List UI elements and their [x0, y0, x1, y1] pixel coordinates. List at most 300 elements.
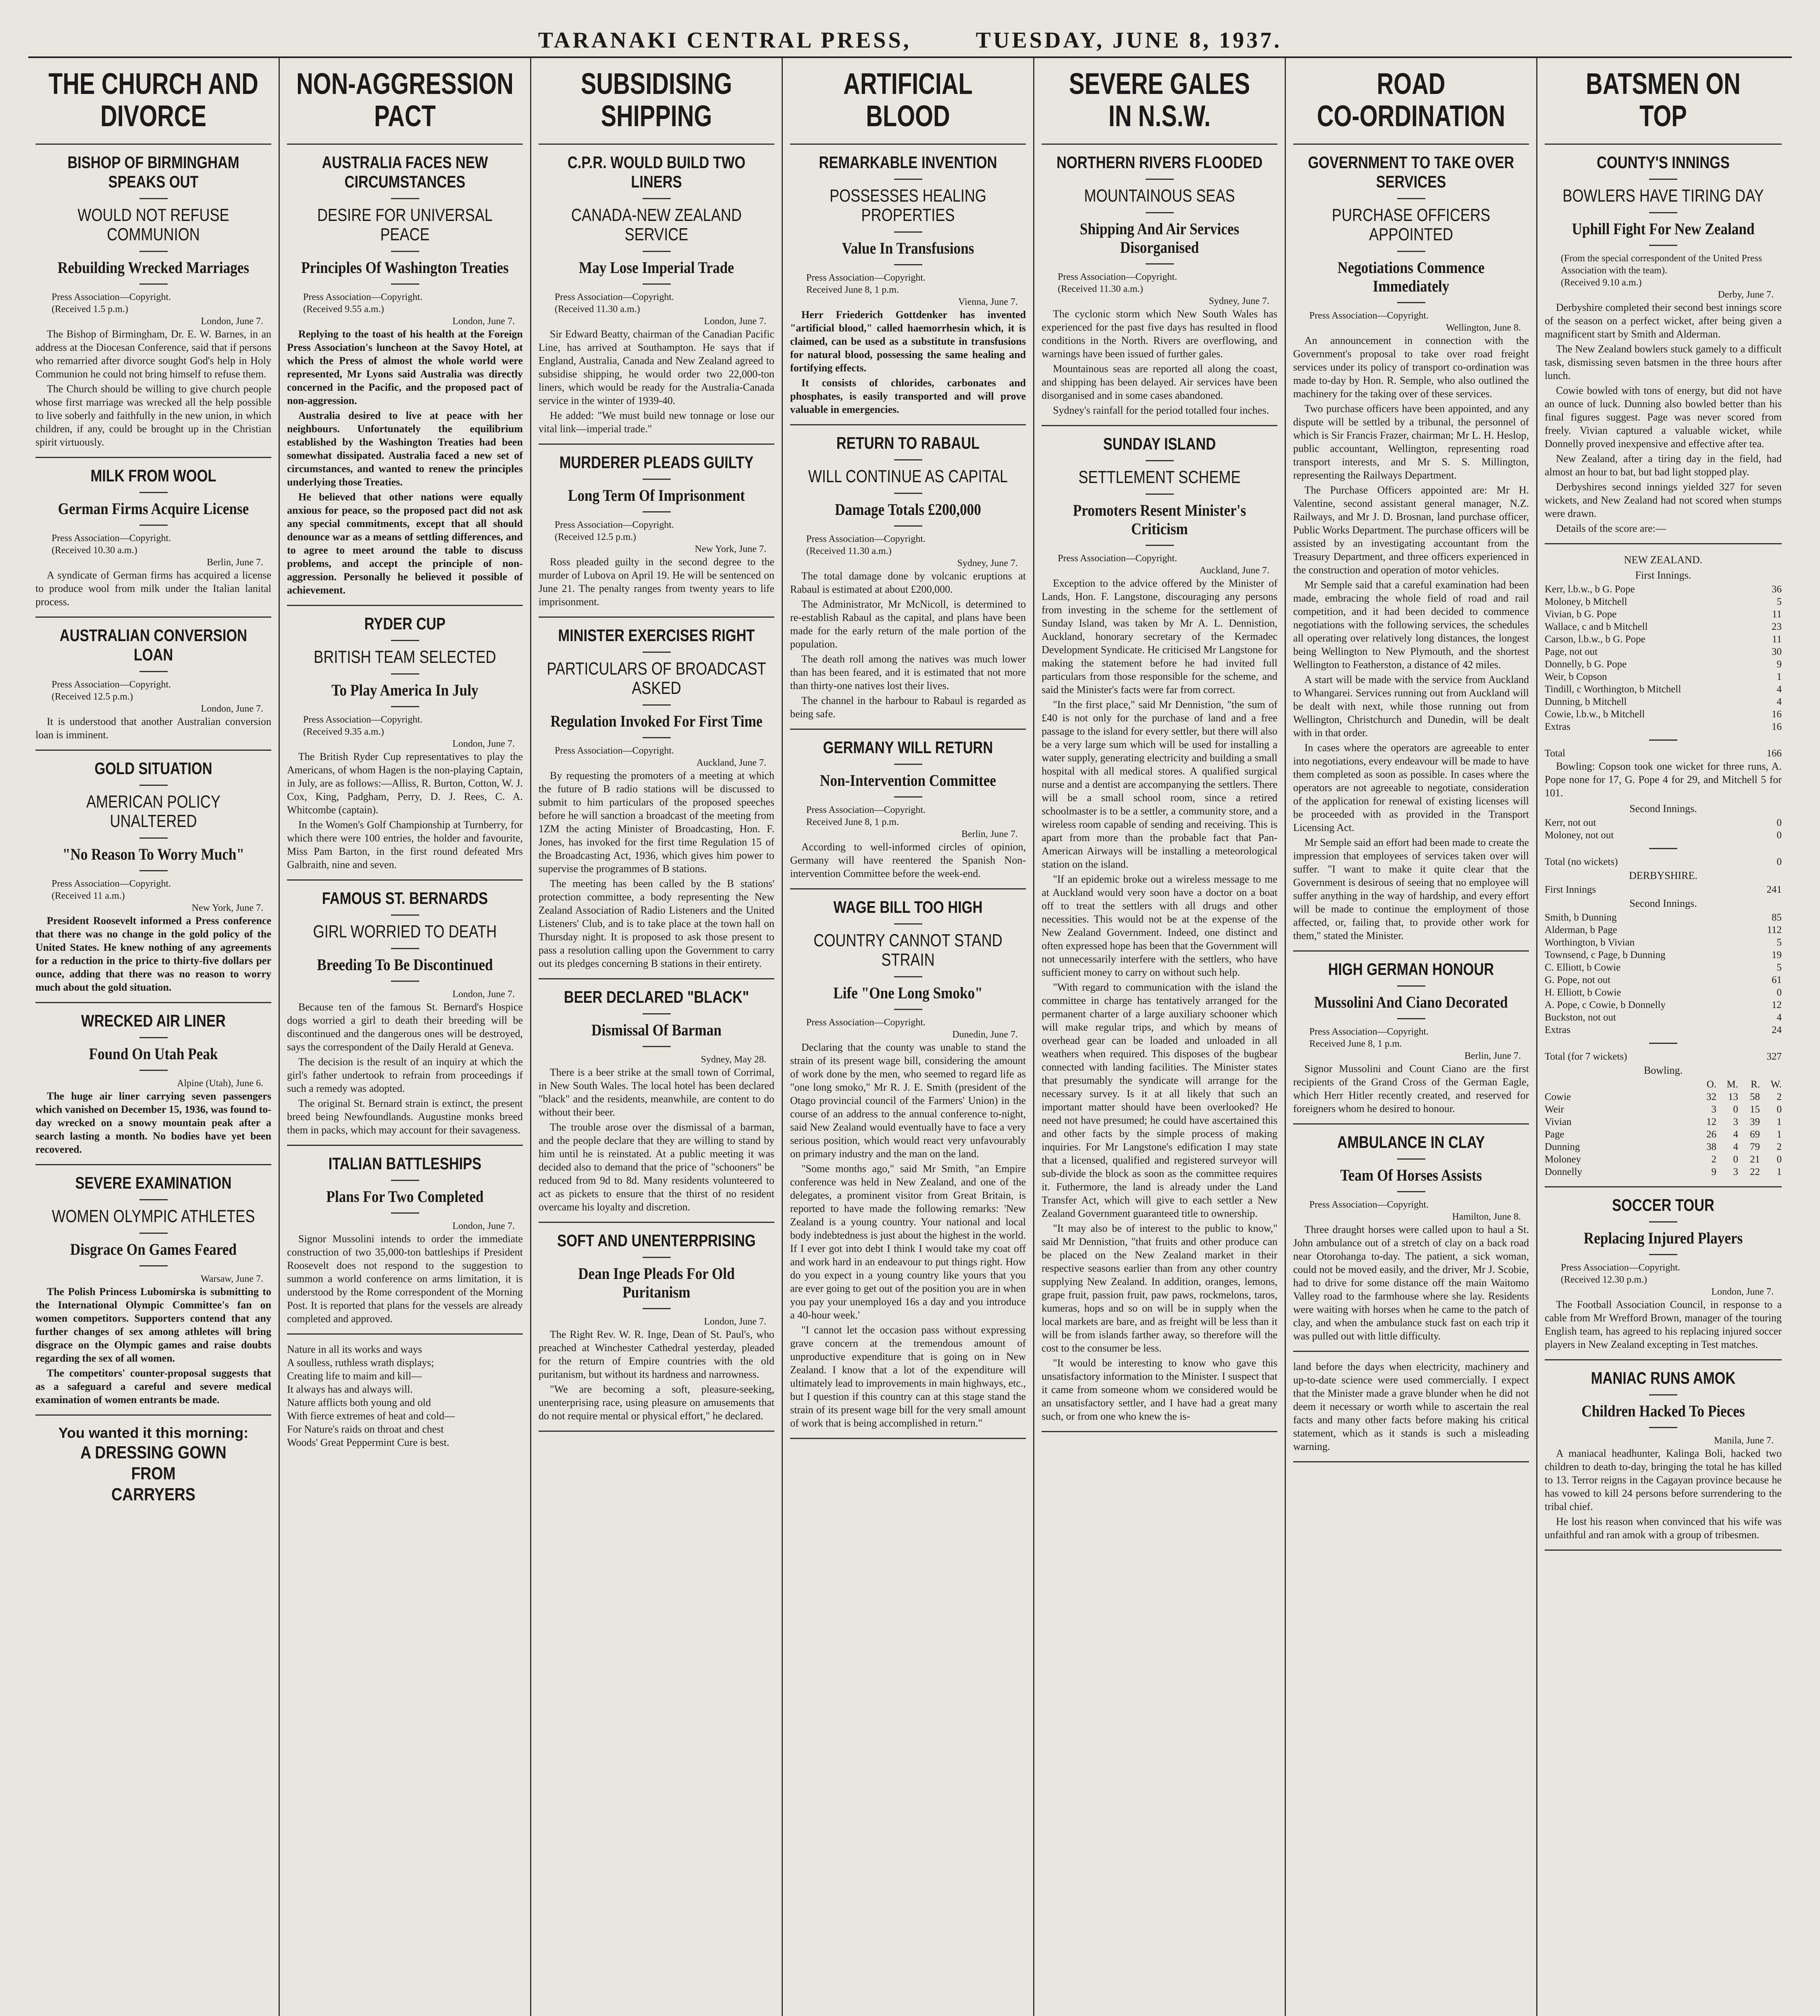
story-body: [790, 569, 1026, 721]
story-paragraph: New Zealand, after a tiring day in the field, had almost an hour to bat, but bad light stopped play.: [1545, 453, 1782, 478]
score-row: [1545, 596, 1782, 608]
story-headline: Children Hacked To Pieces: [1581, 1402, 1745, 1420]
news-story: [35, 626, 271, 741]
batsman-runs: 30: [1772, 646, 1782, 657]
dateline: Auckland, June 7.: [696, 758, 766, 768]
dateline: London, June 7.: [452, 739, 515, 749]
batsman-name: H. Elliott, b Cowie: [1545, 987, 1621, 998]
divider-rule: [1545, 1549, 1782, 1551]
news-story: [539, 453, 774, 608]
story-body: [287, 327, 523, 597]
story-headline: AUSTRALIA FACES NEW CIRCUMSTANCES: [322, 153, 488, 191]
bowling-figure: 79: [1750, 1141, 1760, 1152]
column-3: [531, 58, 783, 2016]
divider-rule: [139, 283, 168, 285]
dateline: London, June 7.: [704, 316, 766, 327]
story-paragraph: A syndicate of German firms has acquired a license to produce wool from milk under the Italian lanital process.: [35, 569, 271, 608]
batsman-runs: 0: [1776, 817, 1782, 828]
column-headline: [1046, 68, 1274, 132]
divider-rule: [1649, 1221, 1677, 1223]
dateline: Wellington, June 8.: [1446, 323, 1521, 333]
score-row: [1545, 721, 1782, 733]
bowling-figure: 26: [1706, 1129, 1716, 1140]
press-credit: (Received 1.5 p.m.): [52, 304, 128, 314]
batsman-runs: 23: [1772, 621, 1782, 632]
story-headline: Team Of Horses Assists: [1340, 1166, 1482, 1184]
press-credit: Received June 8, 1 p.m.: [806, 285, 899, 295]
divider-rule: [139, 1199, 168, 1200]
batsman-runs: 241: [1766, 884, 1782, 895]
bowling-col-header: O.: [1706, 1079, 1716, 1090]
story-paragraph: The death roll among the natives was much lower than has been feared, and it is estimated that not more than thirty-one natives lost their lives.: [790, 653, 1026, 691]
story-body: [1042, 307, 1277, 417]
news-story: [539, 626, 774, 970]
press-credit: (Received 9.35 a.m.): [303, 727, 384, 737]
story-body: [287, 1000, 523, 1137]
headline-line: BATSMEN ON: [1586, 67, 1741, 100]
bowling-figure: 0: [1733, 1154, 1738, 1165]
column-1: [28, 58, 280, 2016]
press-credit: Press Association—Copyright.: [303, 292, 423, 302]
story-headline: To Play America In July: [331, 681, 478, 699]
divider-rule: [139, 492, 168, 493]
dateline: London, June 7.: [201, 316, 263, 327]
bowling-figure: 1: [1776, 1116, 1782, 1127]
news-story: [35, 1011, 271, 1156]
divider-rule: [287, 605, 523, 606]
divider-rule: [643, 479, 671, 480]
divider-rule: [1293, 950, 1529, 952]
advert-line: CARRYERS: [111, 1485, 196, 1504]
press-credit: (From the special correspondent of the United Press Association with the team).: [1561, 253, 1762, 276]
divider-rule: [35, 457, 271, 458]
story-paragraph: Signor Mussolini and Count Ciano are the first recipients of the Grand Cross of the German Eagle, which Herr Hitler recently created, and reserved for foreigners whom he desired to honour.: [1293, 1063, 1529, 1114]
press-credit: (Received 11.30 a.m.): [1058, 284, 1143, 294]
score-row: [1545, 646, 1782, 658]
column-headline: [40, 68, 268, 132]
batsman-runs: 0: [1776, 830, 1782, 841]
press-credit: (Received 12.30 p.m.): [1561, 1275, 1647, 1285]
story-paragraph: The Administrator, Mr McNicoll, is determined to re-establish Rabaul as the capital, and plans have been made for the early return of the male portion of the population.: [790, 598, 1026, 650]
story-headline: GIRL WORRIED TO DEATH: [313, 922, 497, 941]
story-paragraph: Bowling: Copson took one wicket for three runs, A. Pope none for 17, G. Pope 4 for 29, and Mitchell 5 for 101.: [1545, 760, 1782, 799]
verse-line: Woods' Great Peppermint Cure is best.: [287, 1437, 449, 1448]
story-paragraph: It is understood that another Australian conversion loan is imminent.: [35, 716, 271, 741]
dateline: Berlin, June 7.: [961, 829, 1018, 839]
story-headline: SEVERE EXAMINATION: [75, 1173, 232, 1192]
news-story: [1293, 1360, 1529, 1453]
bowler-name: Moloney: [1545, 1154, 1581, 1165]
batsman-runs: 5: [1776, 937, 1782, 948]
batsman-runs: 4: [1776, 684, 1782, 695]
news-story: [539, 153, 774, 435]
news-story: [1545, 153, 1782, 535]
bowler-name: [1545, 1078, 1695, 1091]
story-paragraph: Derbyshire completed their second best innings score of the season on a perfect wicket, after being given a magnificent start by Smith and Alderman.: [1545, 302, 1782, 340]
press-credit: (Received 12.5 p.m.): [52, 691, 133, 702]
story-headline: May Lose Imperial Trade: [579, 258, 734, 277]
press-credit: Press Association—Copyright.: [806, 534, 926, 544]
divider-rule: [1293, 1351, 1529, 1352]
news-story: [1293, 1133, 1529, 1343]
story-body: [1293, 1223, 1529, 1343]
divider-rule: [643, 704, 671, 706]
story-headline: AMERICAN POLICY UNALTERED: [86, 792, 220, 831]
story-headline: Shipping And Air Services Disorganised: [1080, 220, 1240, 256]
score-row: [1545, 683, 1782, 696]
column-2: [280, 58, 531, 2016]
story-paragraph: In cases where the operators are agreeable to enter into negotiations, every endeavour will be made to have them completed as soon as possible. In cases where the operators are not agreeable to negotiate, consideration of the application for renewal of existing licenses will be proceeded with as provided in the Transport Licensing Act.: [1293, 742, 1529, 833]
score-subheading: First Innings.: [1635, 569, 1691, 581]
divider-rule: [894, 1009, 922, 1010]
verse-line: For Nature's raids on throat and chest: [287, 1423, 444, 1435]
story-paragraph: Replying to the toast of his health at the Foreign Press Association's luncheon at the Savoy Hotel, at which the Press of almost the whole world were represented, Mr Lyons said Australia was directly concerned in the Pacific, and the proposed pact of non-aggression.: [287, 328, 523, 406]
bowling-figure: 2: [1776, 1091, 1782, 1102]
story-headline: BEER DECLARED "BLACK": [564, 987, 749, 1006]
bowling-figure: 13: [1728, 1091, 1738, 1102]
dateline: New York, June 7.: [191, 903, 263, 913]
news-story: [790, 153, 1026, 416]
story-headline: Dean Inge Pleads For Old Puritanism: [578, 1264, 735, 1301]
story-headline: Disgrace On Games Feared: [70, 1240, 237, 1258]
score-subheading: Second Innings.: [1629, 898, 1697, 909]
news-story: [1293, 153, 1529, 942]
dateline: Manila, June 7.: [1714, 1435, 1774, 1446]
divider-rule: [139, 1265, 168, 1266]
divider-rule: [1146, 545, 1174, 546]
divider-rule: [139, 1070, 168, 1071]
bowling-figure: 3: [1711, 1104, 1716, 1115]
divider-rule: [391, 981, 419, 982]
divider-rule: [1649, 179, 1677, 180]
story-headline: MOUNTAINOUS SEAS: [1084, 186, 1235, 206]
divider-rule: [1042, 144, 1277, 145]
divider-rule: [139, 837, 168, 839]
news-story: [539, 987, 774, 1214]
story-paragraph: Because ten of the famous St. Bernard's Hospice dogs worried a girl to death their breeding will be discontinued and the dangerous ones will be destroyed, says the correspondent of the Daily Herald at Geneva.: [287, 1001, 523, 1053]
story-headline: MURDERER PLEADS GUILTY: [559, 453, 754, 472]
story-headline: COUNTY'S INNINGS: [1597, 153, 1730, 172]
story-paragraph: The total damage done by volcanic eruptions at Rabaul is estimated at about £200,000.: [790, 570, 1026, 595]
news-story: [287, 153, 523, 597]
bowling-figure: 3: [1733, 1116, 1738, 1127]
story-paragraph: A start will be made with the service from Auckland to Whangarei. Services running out from Auckland will be dealt with next, while those running out from Wellington, Christchurch and Dunedin, will be dealt with in that order.: [1293, 674, 1529, 739]
press-credit: Press Association—Copyright.: [806, 805, 926, 815]
batsman-runs: 61: [1772, 975, 1782, 985]
story-headline: WILL CONTINUE AS CAPITAL: [808, 467, 1008, 486]
story-body: [539, 555, 774, 608]
divider-rule: [894, 764, 922, 765]
batsman-runs: 5: [1776, 596, 1782, 607]
divider-rule: [287, 879, 523, 881]
press-credit: Press Association—Copyright.: [1309, 1200, 1429, 1210]
news-story: [790, 738, 1026, 880]
divider-rule: [643, 1257, 671, 1258]
batsman-name: Total (no wickets): [1545, 856, 1618, 867]
divider-rule: [1146, 212, 1174, 213]
press-credit: Press Association—Copyright.: [555, 292, 674, 302]
headline-line: PACT: [374, 99, 436, 133]
column-7: [1537, 58, 1789, 2016]
score-row: [1545, 696, 1782, 708]
divider-rule: [790, 729, 1026, 730]
bowling-figure: 58: [1750, 1091, 1760, 1102]
bowling-figure: 4: [1733, 1129, 1738, 1140]
story-body: [539, 1066, 774, 1214]
story-body: [35, 1089, 271, 1156]
bowling-figure: 15: [1750, 1104, 1760, 1115]
story-headline: WRECKED AIR LINER: [81, 1011, 226, 1030]
bowling-figure: 21: [1750, 1154, 1760, 1165]
story-headline: Breeding To Be Discontinued: [317, 956, 493, 974]
story-headline: MANIAC RUNS AMOK: [1591, 1368, 1736, 1387]
bowling-row: [1545, 1116, 1782, 1128]
story-headline: Negotiations Commence Immediately: [1337, 258, 1485, 295]
divider-rule: [790, 424, 1026, 425]
batsman-name: Extras: [1545, 721, 1570, 732]
story-paragraph: President Roosevelt informed a Press conference that there was no change in the gold policy of the United States. He knew nothing of any agreements for a reduction in the price to thirty-five dollars per ounce, adding that there was no reason to worry much about the gold situation.: [35, 915, 271, 993]
bowler-name: Donnelly: [1545, 1166, 1583, 1177]
bowling-figure: 1: [1776, 1166, 1782, 1177]
story-headline: BISHOP OF BIRMINGHAM SPEAKS OUT: [67, 153, 239, 191]
dateline: Auckland, June 7.: [1199, 565, 1269, 576]
score-table: [1545, 856, 1782, 868]
score-row: [1545, 816, 1782, 829]
batsman-runs: 36: [1772, 584, 1782, 595]
story-headline: BRITISH TEAM SELECTED: [314, 647, 496, 667]
story-paragraph: According to well-informed circles of opinion, Germany will have reentered the Spanish Non-intervention Committee before the week-end.: [790, 841, 1026, 879]
dateline: London, June 7.: [452, 1221, 515, 1231]
divider-rule: [1146, 460, 1174, 461]
dateline: London, June 7.: [201, 704, 263, 714]
batsman-name: Weir, b Copson: [1545, 671, 1607, 682]
story-paragraph: It consists of chlorides, carbonates and phosphates, is easily transported and will prove valuable in emergencies.: [790, 377, 1026, 415]
story-paragraph: Signor Mussolini intends to order the immediate construction of two 35,000-ton battleships if President Roosevelt does not respond to the suggestion to summon a world conference on arms limitation, it is understood by the Rome correspondent of the Morning Post. It is reported that plans for the vessels are already completed and approved.: [287, 1233, 523, 1325]
divider-rule: [391, 673, 419, 675]
story-headline: REMARKABLE INVENTION: [819, 153, 997, 172]
batsman-runs: 9: [1776, 659, 1782, 670]
verse-line: Nature afflicts both young and old: [287, 1397, 431, 1408]
story-headline: Life "One Long Smoko": [833, 984, 983, 1002]
divider-rule: [643, 1013, 671, 1014]
story-paragraph: "If an epidemic broke out a wireless message to me at Auckland would very soon have a doctor on a boat off to treat the settlers with all drugs and other necessities. This would not be at the expense of the New Zealand Government. Indeed, one distinct and often expressed hope has been that the Government will not unnecessarily interfere with the settlers, who have sufficient money to carry on without such help.: [1042, 873, 1277, 978]
divider-rule: [139, 525, 168, 526]
news-story: [35, 153, 271, 449]
story-body: [287, 1232, 523, 1325]
story-headline: GERMANY WILL RETURN: [823, 738, 993, 757]
divider-rule: [1397, 302, 1425, 303]
story-body: [1293, 1062, 1529, 1115]
bowling-figure: 0: [1776, 1104, 1782, 1115]
news-story: [35, 759, 271, 994]
divider-rule: [1545, 1186, 1782, 1187]
story-paragraph: Herr Friederich Gottdenker has invented "artificial blood," called haemorrhesin which, it is claimed, can be used as a substitute in transfusions for natural blood, possessing the same healing and fortifying effects.: [790, 309, 1026, 374]
bowling-col-header: R.: [1751, 1079, 1760, 1090]
dateline: Sydney, June 7.: [1208, 296, 1269, 306]
divider-rule: [35, 1002, 271, 1003]
divider-rule: [790, 144, 1026, 145]
divider-rule: [643, 198, 671, 199]
story-headline: POSSESSES HEALING PROPERTIES: [829, 186, 987, 225]
story-paragraph: Mr Semple said that a careful examination had been made, embracing the whole field of road and rail competition, and it had been decided to commence negotiations with the following services, the schedules all operating over relatively long distances, the longest being Wellington to New Plymouth, and the shortest Wellington to Featherston, a distance of 42 miles.: [1293, 579, 1529, 671]
story-headline: Non-Intervention Committee: [820, 771, 996, 789]
score-row: [1545, 883, 1782, 896]
story-headline: German Firms Acquire License: [58, 500, 249, 518]
bowling-figure: 9: [1711, 1166, 1716, 1177]
story-paragraph: Australia desired to live at peace with her neighbours. Unfortunately the equilibrium established by the Washington Treaties had been somewhat dissipated. Australia faced a new set of circumstances, and wanted to renew the principles underlying those Treaties.: [287, 410, 523, 488]
story-headline: AUSTRALIAN CONVERSION LOAN: [60, 626, 247, 664]
bowling-row: [1545, 1153, 1782, 1166]
divider-rule: [287, 1145, 523, 1146]
story-body: [287, 750, 523, 871]
column-headline: [543, 68, 771, 132]
bowling-figure: 32: [1706, 1091, 1716, 1102]
headline-line: ARTIFICIAL: [843, 67, 973, 100]
story-headline: RETURN TO RABAUL: [836, 433, 980, 452]
press-credit: (Received 9.55 a.m.): [303, 304, 384, 314]
story-paragraph: Declaring that the county was unable to stand the strain of its present wage bill, considering the amount of work done by the men, who seemed to regard life as "one long smoko," Mr R. J. E. Smith (president of the Otago provincial council of the Farmers' Union) in the course of an address to the annual conference to-night, said New Zealand would eventually have to face a very serious position, which would react very unfavourably on primary industry and the man on the land.: [790, 1041, 1026, 1160]
divider-rule: [1649, 1427, 1677, 1428]
press-credit: Received June 8, 1 p.m.: [806, 817, 899, 827]
story-headline: HIGH GERMAN HONOUR: [1328, 960, 1494, 979]
batsman-name: Extras: [1545, 1025, 1570, 1035]
divider-rule: [1649, 848, 1677, 849]
batsman-name: Tindill, c Worthington, b Mitchell: [1545, 684, 1681, 695]
divider-rule: [1146, 179, 1174, 180]
story-body: [1545, 1447, 1782, 1541]
score-subheading: Bowling.: [1643, 1064, 1683, 1076]
divider-rule: [1397, 1158, 1425, 1160]
batsman-runs: 112: [1767, 925, 1782, 935]
press-credit: Press Association—Copyright.: [555, 520, 674, 530]
divider-rule: [643, 283, 671, 285]
story-headline: BOWLERS HAVE TIRING DAY: [1562, 186, 1764, 206]
score-row: [1545, 856, 1782, 868]
dateline: Sydney, June 7.: [957, 558, 1018, 569]
story-headline: Regulation Invoked For First Time: [550, 712, 763, 730]
batsman-name: Moloney, b Mitchell: [1545, 596, 1627, 607]
story-body: [35, 914, 271, 994]
divider-rule: [1545, 144, 1782, 145]
story-headline: WOMEN OLYMPIC ATHLETES: [52, 1206, 255, 1226]
story-body: [1293, 1360, 1529, 1453]
dateline: Alpine (Utah), June 6.: [177, 1078, 263, 1089]
divider-rule: [539, 1431, 774, 1432]
story-headline: CANADA-NEW ZEALAND SERVICE: [571, 205, 742, 244]
batsman-runs: 0: [1776, 856, 1782, 867]
divider-rule: [894, 264, 922, 265]
divider-rule: [643, 511, 671, 512]
dateline: London, June 7.: [452, 316, 515, 327]
advert-line: A DRESSING GOWN: [80, 1443, 227, 1462]
press-credit: Press Association—Copyright.: [1058, 272, 1177, 282]
score-subheading: Second Innings.: [1629, 803, 1697, 814]
batsman-name: Total (for 7 wickets): [1545, 1051, 1627, 1062]
divider-rule: [894, 459, 922, 460]
story-headline: MILK FROM WOOL: [90, 466, 216, 485]
batsman-name: Carson, l.b.w., b G. Pope: [1545, 634, 1645, 645]
divider-rule: [391, 1180, 419, 1181]
divider-rule: [643, 1046, 671, 1047]
headline-line: SHIPPING: [601, 99, 712, 133]
masthead: [28, 24, 1792, 58]
score-row: [1545, 1050, 1782, 1063]
bowler-name: Weir: [1545, 1104, 1564, 1115]
story-paragraph: Sir Edward Beatty, chairman of the Canadian Pacific Line, has arrived at Southampton. He says that if England, Australia, Canada and New Zealand agreed to subsidise shipping, he would order two 22,000-ton liners, which would be ready for the Australia-Canada service in the winter of 1939-40.: [539, 328, 774, 406]
score-row: [1545, 621, 1782, 633]
dateline: Sydney, May 28.: [701, 1054, 766, 1065]
story-paragraph: The Church should be willing to give church people whose first marriage was wrecked all the help possible to live soberly and faithfully in the new union, in which children, if any, could be brought up in the Christian spirit virtuously.: [35, 383, 271, 448]
divider-rule: [894, 923, 922, 925]
batsman-name: Wallace, c and b Mitchell: [1545, 621, 1648, 632]
story-headline: GOLD SITUATION: [94, 759, 212, 778]
score-row: [1545, 1024, 1782, 1036]
story-headline: COUNTRY CANNOT STAND STRAIN: [813, 931, 1003, 970]
score-row: [1545, 671, 1782, 683]
story-paragraph: The Bishop of Birmingham, Dr. E. W. Barnes, in an address at the Diocesan Conference, said that if persons who remarried after divorce sought God's help in Holy Communion he could not bring himself to refuse them.: [35, 328, 271, 380]
divider-rule: [139, 198, 168, 199]
score-table: [1545, 747, 1782, 760]
bowling-figure: 0: [1776, 1154, 1782, 1165]
divider-rule: [35, 144, 271, 145]
divider-rule: [391, 1212, 419, 1214]
story-headline: MINISTER EXERCISES RIGHT: [558, 626, 755, 645]
divider-rule: [35, 750, 271, 751]
batsman-name: First Innings: [1545, 884, 1596, 895]
story-paragraph: Two purchase officers have been appointed, and any dispute will be settled by a tribunal, the personnel of which is Sir Francis Frazer, chairman; Mr L. H. Heslop, public accountant, Wellington, representing road transport interests, and Mr S. S. Millington, representing the Railways Department.: [1293, 403, 1529, 481]
story-body: [790, 1041, 1026, 1430]
batsman-runs: 0: [1776, 987, 1782, 998]
headline-line: THE CHURCH AND: [48, 67, 258, 100]
divider-rule: [1649, 1254, 1677, 1255]
story-body: [35, 327, 271, 449]
story-headline: PURCHASE OFFICERS APPOINTED: [1332, 205, 1490, 244]
story-headline: ITALIAN BATTLESHIPS: [328, 1154, 482, 1173]
batsman-name: Vivian, b G. Pope: [1545, 609, 1617, 620]
dateline: Berlin, June 7.: [1464, 1051, 1521, 1061]
divider-rule: [139, 251, 168, 252]
story-headline: Plans For Two Completed: [326, 1187, 484, 1206]
story-body: [35, 1285, 271, 1406]
press-credit: Press Association—Copyright.: [52, 879, 171, 889]
story-headline: C.P.R. WOULD BUILD TWO LINERS: [567, 153, 746, 191]
dateline: London, June 7.: [1711, 1287, 1774, 1297]
divider-rule: [1042, 1431, 1277, 1432]
story-paragraph: Exception to the advice offered by the Minister of Lands, Hon. F. Langstone, discouraging any persons from investing in the scheme for the settlement of Sunday Island, was taken by Mr A. L. Dennistion, Auckland, honorary secretary of the Kermadec Development Syndicate. He criticised Mr Langstone for making the statement before he had invited full particulars from those responsible for the scheme, and said the Minister's facts were far from correct.: [1042, 577, 1277, 696]
story-paragraph: There is a beer strike at the small town of Corrimal, in New South Wales. The local hotel has been declared "black" and the residents, meanwhile, are content to do without their beer.: [539, 1066, 774, 1118]
press-credit: Press Association—Copyright.: [303, 714, 423, 725]
divider-rule: [1146, 263, 1174, 264]
score-row: [1545, 961, 1782, 974]
score-row: [1545, 949, 1782, 961]
story-paragraph: "We are becoming a soft, pleasure-seeking, unenterprising race, using pleasure on amusements that do not require mental or physical effort," he declared.: [539, 1383, 774, 1422]
story-headline: NORTHERN RIVERS FLOODED: [1057, 153, 1263, 172]
divider-rule: [391, 198, 419, 199]
score-table: [1545, 816, 1782, 841]
score-row: [1545, 747, 1782, 760]
score-table: [1545, 911, 1782, 1036]
batsman-runs: 19: [1772, 950, 1782, 960]
story-paragraph: "I cannot let the occasion pass without expressing grave concern at the tremendous amount of unproductive expenditure that is going on in New Zealand. I know that a lot of the expenditure will ultimately lead to improvements in main highways, etc., but I question if this country can at this stage stand the strain of its present wage bill for the very small amount of work that is being accomplished in return.": [790, 1324, 1026, 1429]
press-credit: Press Association—Copyright.: [52, 292, 171, 302]
story-headline: Principles Of Washington Treaties: [301, 258, 509, 277]
story-paragraph: He added: "We must build new tonnage or lose our vital link—imperial trade.": [539, 410, 774, 435]
divider-rule: [1397, 985, 1425, 987]
divider-rule: [1649, 1043, 1677, 1044]
batsman-runs: 4: [1776, 1012, 1782, 1023]
bowling-figure: 3: [1733, 1166, 1738, 1177]
news-story: [287, 1154, 523, 1325]
